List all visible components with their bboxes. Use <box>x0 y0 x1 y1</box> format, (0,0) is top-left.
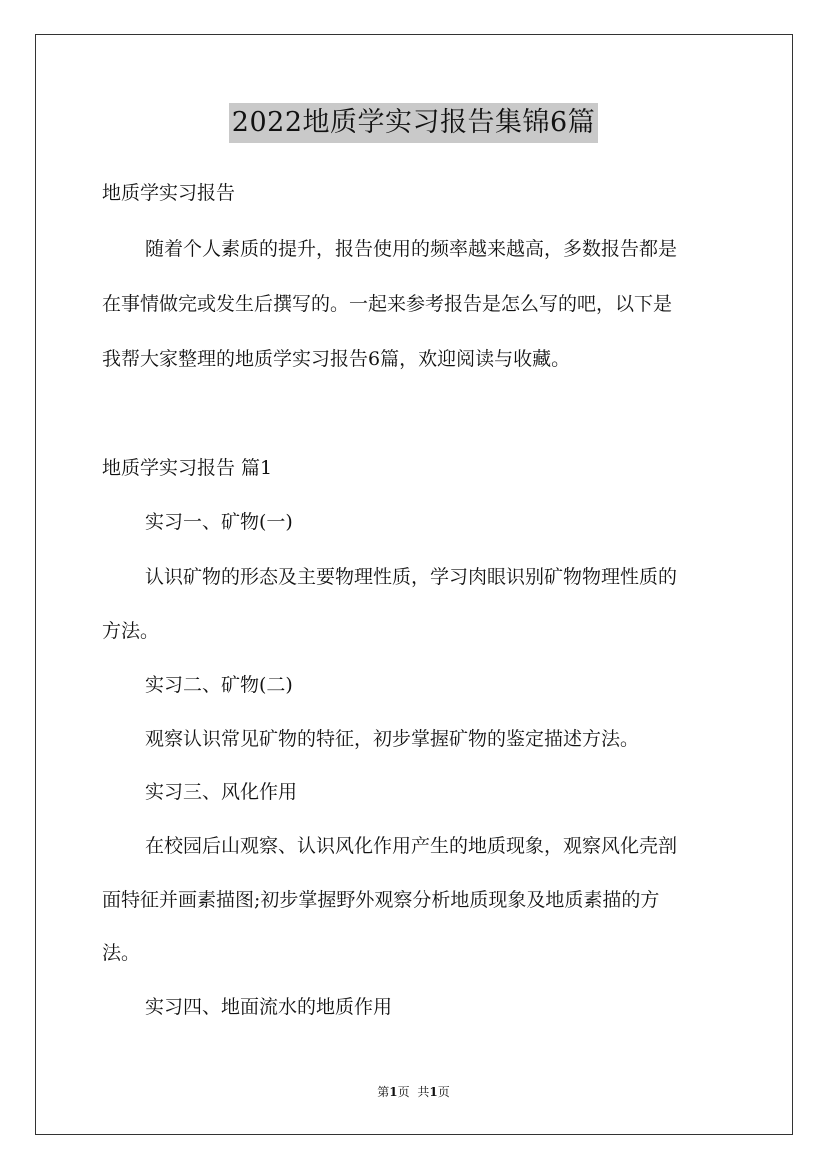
paragraph-line: 面特征并画素描图;初步掌握野外观察分析地质现象及地质素描的方 <box>102 889 660 911</box>
paragraph-line: 在校园后山观察、认识风化作用产生的地质现象，观察风化壳剖 <box>145 835 678 857</box>
paragraph-line: 方法。 <box>102 620 160 642</box>
part1-heading: 地质学实习报告 篇1 <box>102 457 273 479</box>
page-footer <box>0 1084 827 1100</box>
section-heading: 地质学实习报告 <box>102 182 236 204</box>
total-suffix: 页 <box>437 1085 450 1099</box>
page-suffix: 页 <box>397 1085 410 1099</box>
intro-line-2: 在事情做完或发生后撰写的。一起来参考报告是怎么写的吧，以下是 <box>102 293 673 315</box>
paragraph-line: 观察认识常见矿物的特征，初步掌握矿物的鉴定描述方法。 <box>145 728 640 750</box>
paragraph-line: 实习四、地面流水的地质作用 <box>145 996 393 1018</box>
paragraph-line: 实习三、风化作用 <box>145 781 298 803</box>
intro-line-3: 我帮大家整理的地质学实习报告6篇，欢迎阅读与收藏。 <box>102 348 571 370</box>
page-prefix: 第 <box>377 1085 390 1099</box>
paragraph-line: 法。 <box>102 942 141 964</box>
total-number: 1 <box>429 1085 438 1099</box>
title-container <box>0 103 827 143</box>
intro-line-1: 随着个人素质的提升，报告使用的频率越来越高，多数报告都是 <box>145 238 678 260</box>
total-prefix: 共 <box>417 1085 430 1099</box>
paragraph-line: 认识矿物的形态及主要物理性质，学习肉眼识别矿物物理性质的 <box>145 566 678 588</box>
paragraph-line: 实习一、矿物(一) <box>145 511 293 533</box>
paragraph-line: 实习二、矿物(二) <box>145 674 293 696</box>
document-title: 2022地质学实习报告集锦6篇 <box>229 103 598 143</box>
page-number: 1 <box>389 1085 398 1099</box>
